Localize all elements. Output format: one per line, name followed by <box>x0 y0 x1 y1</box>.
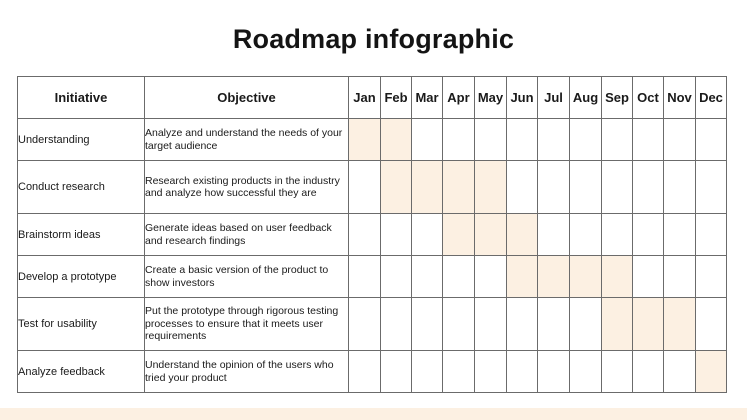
objective-cell: Create a basic version of the product to show investors <box>145 256 349 298</box>
timeline-cell <box>443 351 475 393</box>
initiative-cell: Analyze feedback <box>18 351 145 393</box>
timeline-cell-active <box>381 161 412 214</box>
timeline-cell <box>381 298 412 351</box>
timeline-cell <box>412 214 443 256</box>
timeline-cell <box>381 256 412 298</box>
initiative-cell: Develop a prototype <box>18 256 145 298</box>
timeline-cell <box>602 351 633 393</box>
header-month: Jun <box>507 77 538 119</box>
timeline-cell <box>412 298 443 351</box>
table-row <box>18 161 727 214</box>
table-row <box>18 214 727 256</box>
timeline-cell <box>381 214 412 256</box>
header-month: Mar <box>412 77 443 119</box>
header-month: May <box>475 77 507 119</box>
timeline-cell <box>412 256 443 298</box>
timeline-cell-active <box>412 161 443 214</box>
timeline-cell <box>475 119 507 161</box>
timeline-cell <box>507 119 538 161</box>
objective-cell: Analyze and understand the needs of your target audience <box>145 119 349 161</box>
timeline-cell <box>633 214 664 256</box>
timeline-cell-active <box>664 298 696 351</box>
timeline-cell <box>475 351 507 393</box>
timeline-cell <box>633 119 664 161</box>
timeline-cell-active <box>443 214 475 256</box>
page-title: Roadmap infographic <box>232 24 515 54</box>
table-row <box>18 119 727 161</box>
timeline-cell <box>443 298 475 351</box>
timeline-cell <box>633 256 664 298</box>
timeline-cell <box>538 298 570 351</box>
roadmap-table <box>17 76 727 393</box>
timeline-cell <box>633 351 664 393</box>
header-month: Nov <box>664 77 696 119</box>
timeline-cell <box>507 161 538 214</box>
timeline-cell-active <box>475 161 507 214</box>
timeline-cell <box>538 351 570 393</box>
timeline-cell <box>570 161 602 214</box>
timeline-cell-active <box>602 256 633 298</box>
timeline-cell <box>664 214 696 256</box>
timeline-cell <box>475 256 507 298</box>
objective-cell: Research existing products in the industry and analyze how successful they are <box>145 161 349 214</box>
timeline-cell <box>412 351 443 393</box>
timeline-cell-active <box>696 351 727 393</box>
header-row <box>18 77 727 119</box>
header-month: Dec <box>696 77 727 119</box>
timeline-cell-active <box>349 119 381 161</box>
timeline-cell-active <box>538 256 570 298</box>
objective-cell: Generate ideas based on user feedback and research findings <box>145 214 349 256</box>
header-month: Sep <box>602 77 633 119</box>
timeline-cell <box>664 351 696 393</box>
timeline-cell <box>696 214 727 256</box>
timeline-cell <box>349 214 381 256</box>
initiative-cell: Conduct research <box>18 161 145 214</box>
timeline-cell <box>696 161 727 214</box>
header-objective: Objective <box>145 77 349 119</box>
header-month: Jul <box>538 77 570 119</box>
timeline-cell <box>538 161 570 214</box>
header-month: Jan <box>349 77 381 119</box>
initiative-cell: Brainstorm ideas <box>18 214 145 256</box>
objective-cell: Put the prototype through rigorous testing processes to ensure that it meets user requirements <box>145 298 349 351</box>
timeline-cell <box>570 351 602 393</box>
timeline-cell <box>696 298 727 351</box>
table-row <box>18 298 727 351</box>
initiative-cell: Understanding <box>18 119 145 161</box>
timeline-cell-active <box>633 298 664 351</box>
timeline-cell <box>664 161 696 214</box>
timeline-cell <box>602 119 633 161</box>
table-row <box>18 256 727 298</box>
timeline-cell <box>602 214 633 256</box>
timeline-cell <box>349 256 381 298</box>
timeline-cell <box>664 256 696 298</box>
timeline-cell <box>349 298 381 351</box>
timeline-cell <box>443 119 475 161</box>
timeline-cell <box>349 161 381 214</box>
timeline-cell <box>570 214 602 256</box>
header-month: Oct <box>633 77 664 119</box>
timeline-cell-active <box>507 256 538 298</box>
timeline-cell <box>443 256 475 298</box>
timeline-cell <box>538 119 570 161</box>
timeline-cell-active <box>507 214 538 256</box>
timeline-cell-active <box>602 298 633 351</box>
timeline-cell <box>633 161 664 214</box>
timeline-cell <box>538 214 570 256</box>
timeline-cell <box>381 351 412 393</box>
table-row <box>18 351 727 393</box>
header-initiative: Initiative <box>18 77 145 119</box>
timeline-cell <box>696 119 727 161</box>
timeline-cell <box>507 298 538 351</box>
timeline-cell-active <box>475 214 507 256</box>
timeline-cell <box>664 119 696 161</box>
timeline-cell <box>570 298 602 351</box>
footer-band <box>0 408 747 420</box>
timeline-cell-active <box>443 161 475 214</box>
timeline-cell <box>602 161 633 214</box>
initiative-cell: Test for usability <box>18 298 145 351</box>
timeline-cell <box>349 351 381 393</box>
timeline-cell-active <box>381 119 412 161</box>
timeline-cell-active <box>570 256 602 298</box>
timeline-cell <box>696 256 727 298</box>
header-month: Feb <box>381 77 412 119</box>
timeline-cell <box>570 119 602 161</box>
timeline-cell <box>507 351 538 393</box>
objective-cell: Understand the opinion of the users who tried your product <box>145 351 349 393</box>
timeline-cell <box>412 119 443 161</box>
header-month: Apr <box>443 77 475 119</box>
header-month: Aug <box>570 77 602 119</box>
timeline-cell <box>475 298 507 351</box>
